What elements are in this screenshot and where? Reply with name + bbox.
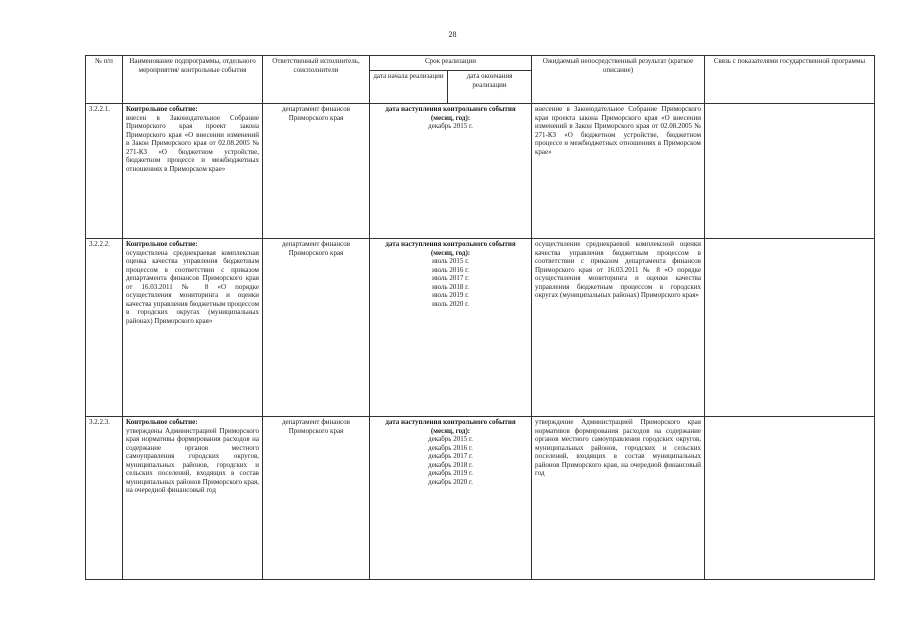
row-result: осуществление среднекраевой комплексной оценки качества управления бюджетным процессом в соответствии с приказом департамента финансов Приморского края от 16.03.2011 № 8 «О порядке осуществления мониторинга и оценки качества управления бюджетным процессом в городских округах (муниципальных районах) Приморского края» bbox=[532, 239, 705, 417]
program-table bbox=[85, 55, 875, 580]
row-name: внесен в Законодательное Собрание Приморского края проект закона Приморского края «О внесении изменений в Закон Приморского края от 02.08.2005 № 271-КЗ «О бюджетном устройстве, бюджетном процессе и межбюджетных отношениях в Приморском крае» bbox=[126, 113, 259, 173]
event-label: Контрольное событие: bbox=[126, 240, 198, 248]
row-name-cell bbox=[123, 239, 263, 417]
row-link bbox=[705, 104, 875, 239]
header-link: Связь с показателями государственной программы bbox=[705, 56, 875, 104]
date-item: июль 2018 г. bbox=[432, 282, 469, 291]
row-link bbox=[705, 417, 875, 580]
date-label: дата наступления контрольного события (месяц, год): bbox=[385, 240, 516, 257]
date-item: декабрь 2016 г. bbox=[428, 443, 473, 452]
row-link bbox=[705, 239, 875, 417]
event-label: Контрольное событие: bbox=[126, 105, 198, 113]
row-exec: департамент финансов Приморского края bbox=[263, 104, 370, 239]
date-item: декабрь 2015 г. bbox=[428, 122, 473, 131]
header-result: Ожидаемый непосредственный результат (краткое описание) bbox=[532, 56, 705, 104]
row-name: осуществлена среднекраевая комплексная оценка качества управления бюджетным процессом в соответствии с приказом департамента финансов Приморского края от 16.03.2011 № 8 «О порядке осуществления мониторинга и оценки качества управления бюджетным процессом в городских округах (муниципальных районах) Приморского края» bbox=[126, 248, 259, 325]
date-item: декабрь 2017 г. bbox=[428, 452, 473, 461]
date-item: июль 2016 г. bbox=[432, 265, 469, 274]
row-exec: департамент финансов Приморского края bbox=[263, 417, 370, 580]
date-item: декабрь 2019 г. bbox=[428, 469, 473, 478]
header-start: дата начала реализации bbox=[370, 71, 448, 104]
row-num: 3.2.2.3. bbox=[86, 417, 123, 580]
table-row bbox=[86, 239, 875, 417]
date-label: дата наступления контрольного события (месяц, год): bbox=[385, 105, 516, 122]
date-label: дата наступления контрольного события (месяц, год): bbox=[385, 418, 516, 435]
table-row bbox=[86, 104, 875, 239]
date-item: декабрь 2020 г. bbox=[428, 477, 473, 486]
row-num: 3.2.2.1. bbox=[86, 104, 123, 239]
header-row bbox=[86, 56, 875, 71]
date-item: июль 2017 г. bbox=[432, 274, 469, 283]
row-result: внесение в Законодательное Собрание Приморского края проекта закона Приморского края «О внесении изменений в Закон Приморского края от 02.08.2005 № 271-КЗ «О бюджетном устройстве, бюджетном процессе и межбюджетных отношениях в Приморском крае» bbox=[532, 104, 705, 239]
table-row bbox=[86, 417, 875, 580]
row-result: утверждение Администрацией Приморского края нормативов формирования расходов на содержание органов местного самоуправления городских округов, муниципальных районов, городских и сельских поселений, входящих в состав муниципальных районов Приморского края, на очередной финансовый год bbox=[532, 417, 705, 580]
row-name-cell bbox=[123, 417, 263, 580]
header-num: № п/п bbox=[86, 56, 123, 104]
row-dates-cell bbox=[370, 104, 532, 239]
page-number: 28 bbox=[448, 30, 457, 39]
header-exec: Ответственный исполнитель, соисполнители bbox=[263, 56, 370, 104]
row-exec: департамент финансов Приморского края bbox=[263, 239, 370, 417]
row-num: 3.2.2.2. bbox=[86, 239, 123, 417]
header-name: Наименование подпрограммы, отдельного мероприятия/ контрольные события bbox=[123, 56, 263, 104]
row-dates-cell bbox=[370, 417, 532, 580]
date-item: июль 2020 г. bbox=[432, 299, 469, 308]
date-item: декабрь 2018 г. bbox=[428, 460, 473, 469]
header-end: дата окончания реализации bbox=[448, 71, 532, 104]
date-item: июль 2019 г. bbox=[432, 291, 469, 300]
row-name: утверждены Администрацией Приморского края нормативы формирования расходов на содержание органов местного самоуправления городских округов, муниципальных районов, городских и сельских поселений, входящих в состав муниципальных районов Приморского края, на очередной финансовый год bbox=[126, 426, 259, 495]
date-item: июль 2015 г. bbox=[432, 257, 469, 266]
row-dates-cell bbox=[370, 239, 532, 417]
header-period: Срок реализации bbox=[370, 56, 532, 71]
event-label: Контрольное событие: bbox=[126, 418, 198, 426]
row-name-cell bbox=[123, 104, 263, 239]
date-item: декабрь 2015 г. bbox=[428, 435, 473, 444]
